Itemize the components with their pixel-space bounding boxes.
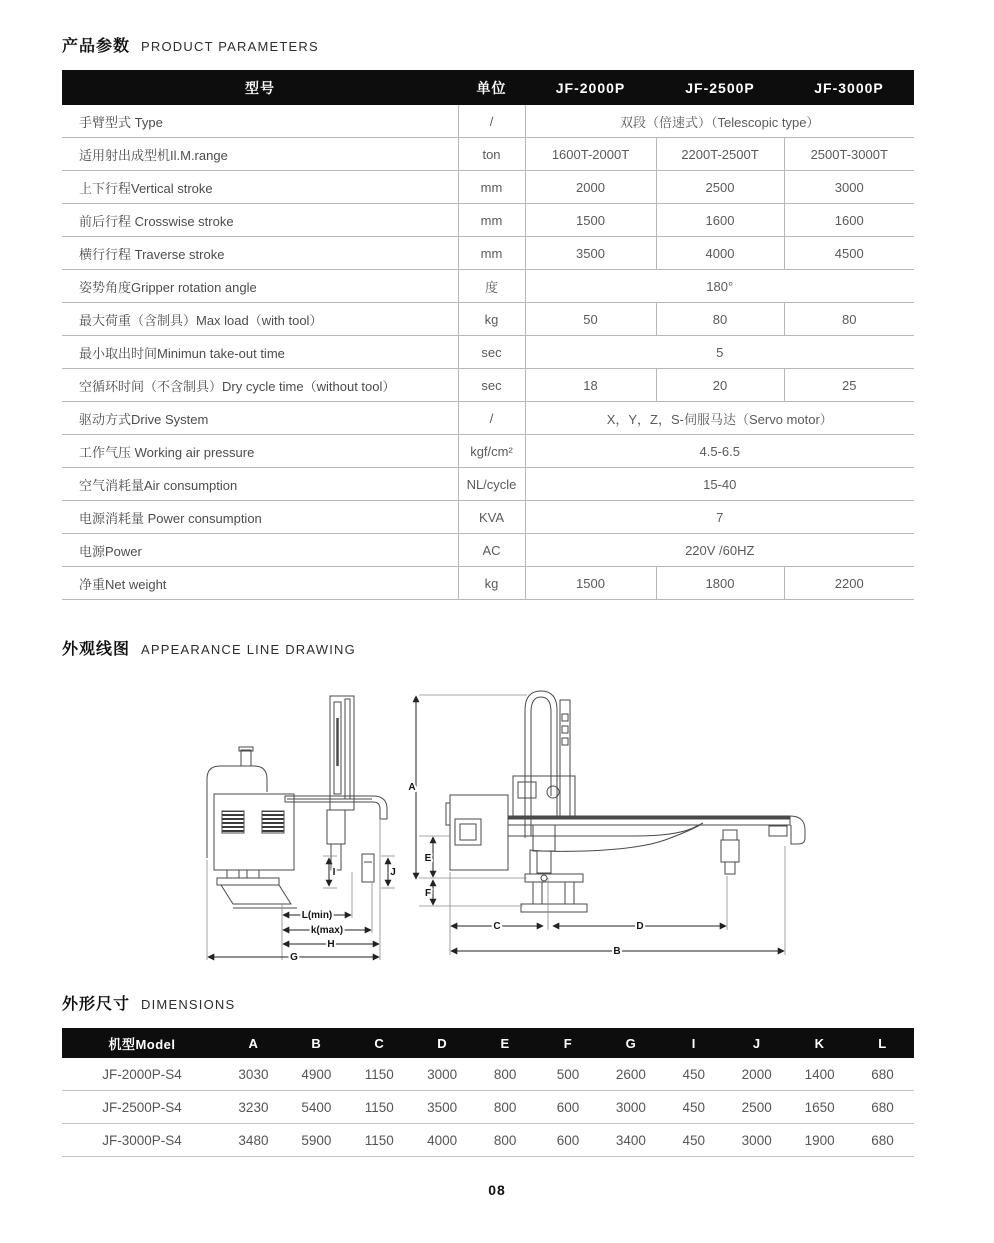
dims-value: 3000 xyxy=(725,1124,788,1157)
param-unit: mm xyxy=(458,171,525,204)
parameters-table xyxy=(62,70,914,600)
table-row xyxy=(62,336,914,369)
dims-value: 1150 xyxy=(348,1124,411,1157)
dims-value: 3000 xyxy=(599,1091,662,1124)
dim-label-lmin: L(min) xyxy=(301,910,333,921)
dimensions-title-zh: 外形尺寸 xyxy=(62,996,131,1013)
dims-value: 1150 xyxy=(348,1091,411,1124)
parameters-title-en: PRODUCT PARAMETERS xyxy=(141,39,319,54)
header-jf3000p: JF-3000P xyxy=(784,70,914,105)
param-unit: NL/cycle xyxy=(458,468,525,501)
param-value: 20 xyxy=(656,369,784,402)
table-row xyxy=(62,171,914,204)
dims-value: 3480 xyxy=(222,1124,285,1157)
dims-value: 600 xyxy=(537,1124,600,1157)
param-label: 上下行程Vertical stroke xyxy=(62,171,458,204)
param-value: 80 xyxy=(656,303,784,336)
param-label: 空气消耗量Air consumption xyxy=(62,468,458,501)
dims-value: 450 xyxy=(662,1058,725,1091)
param-label: 空循环时间（不含制具）Dry cycle time（without tool） xyxy=(62,369,458,402)
param-unit: / xyxy=(458,402,525,435)
page-number: 08 xyxy=(488,1182,506,1198)
parameters-title-zh: 产品参数 xyxy=(62,38,131,55)
dims-value: 800 xyxy=(474,1124,537,1157)
dims-value: 800 xyxy=(474,1058,537,1091)
dim-label-f: F xyxy=(424,888,432,899)
dims-value: 680 xyxy=(851,1124,914,1157)
header-jf2000p: JF-2000P xyxy=(525,70,656,105)
dim-label-kmax: k(max) xyxy=(310,925,344,936)
dims-header: D xyxy=(411,1028,474,1058)
dims-value: 800 xyxy=(474,1091,537,1124)
dims-header: J xyxy=(725,1028,788,1058)
dims-value: 4900 xyxy=(285,1058,348,1091)
dimensions-table xyxy=(62,1028,914,1157)
param-label: 横行行程 Traverse stroke xyxy=(62,237,458,270)
dims-value: 680 xyxy=(851,1091,914,1124)
param-value: 1600T-2000T xyxy=(525,138,656,171)
dims-header: K xyxy=(788,1028,851,1058)
table-row xyxy=(62,402,914,435)
param-value: 2000 xyxy=(525,171,656,204)
param-value-span: 双段（倍速式）（Telescopic type） xyxy=(525,105,914,138)
header-unit: 单位 xyxy=(458,70,525,105)
param-unit: 度 xyxy=(458,270,525,303)
side-view-machine xyxy=(207,696,387,908)
dims-header: L xyxy=(851,1028,914,1058)
param-label: 最小取出时间Minimun take-out time xyxy=(62,336,458,369)
param-value: 80 xyxy=(784,303,914,336)
param-value: 1500 xyxy=(525,204,656,237)
table-row xyxy=(62,369,914,402)
parameters-header-row xyxy=(62,70,914,105)
table-row xyxy=(62,534,914,567)
dim-label-b: B xyxy=(613,946,621,957)
param-value-span: 220V /60HZ xyxy=(525,534,914,567)
param-unit: / xyxy=(458,105,525,138)
param-label: 工作气压 Working air pressure xyxy=(62,435,458,468)
dims-header: C xyxy=(348,1028,411,1058)
table-row xyxy=(62,1124,914,1157)
dims-value: 5400 xyxy=(285,1091,348,1124)
param-value: 1600 xyxy=(656,204,784,237)
param-value: 1500 xyxy=(525,567,656,600)
param-value-span: X，Y，Z，S-伺服马达（Servo motor） xyxy=(525,402,914,435)
param-value-span: 15-40 xyxy=(525,468,914,501)
table-row xyxy=(62,237,914,270)
param-value: 1800 xyxy=(656,567,784,600)
dims-value: 3400 xyxy=(599,1124,662,1157)
param-label: 前后行程 Crosswise stroke xyxy=(62,204,458,237)
appearance-line-drawing xyxy=(75,678,835,1008)
dims-header: B xyxy=(285,1028,348,1058)
dims-value: 450 xyxy=(662,1091,725,1124)
header-model: 型号 xyxy=(62,70,458,105)
table-row xyxy=(62,1058,914,1091)
dims-value: 680 xyxy=(851,1058,914,1091)
dims-value: 500 xyxy=(537,1058,600,1091)
dim-label-i: I xyxy=(332,867,336,878)
param-label: 净重Net weight xyxy=(62,567,458,600)
dimensions-table-container xyxy=(62,1028,914,1157)
param-label: 驱动方式Drive System xyxy=(62,402,458,435)
dim-label-g: G xyxy=(290,952,298,963)
table-row xyxy=(62,435,914,468)
param-value: 18 xyxy=(525,369,656,402)
table-row xyxy=(62,204,914,237)
drawing-title-zh: 外观线图 xyxy=(62,641,131,658)
dims-value: 5900 xyxy=(285,1124,348,1157)
front-view-machine xyxy=(446,691,805,912)
dims-header: I xyxy=(662,1028,725,1058)
table-row xyxy=(62,501,914,534)
param-label: 手臂型式 Type xyxy=(62,105,458,138)
dim-label-d: D xyxy=(636,921,644,932)
dims-value: 3500 xyxy=(411,1091,474,1124)
dims-header: A xyxy=(222,1028,285,1058)
dims-header: 机型Model xyxy=(62,1028,222,1058)
dims-value: 3030 xyxy=(222,1058,285,1091)
dims-value: 600 xyxy=(537,1091,600,1124)
table-row xyxy=(62,105,914,138)
parameters-table-container xyxy=(62,70,914,600)
param-label: 适用射出成型机Il.M.range xyxy=(62,138,458,171)
dims-value: 1400 xyxy=(788,1058,851,1091)
drawing-title-en: APPEARANCE LINE DRAWING xyxy=(141,642,356,657)
param-unit: sec xyxy=(458,369,525,402)
param-value-span: 180° xyxy=(525,270,914,303)
param-value: 2500T-3000T xyxy=(784,138,914,171)
dim-label-h: H xyxy=(327,939,335,950)
table-row xyxy=(62,138,914,171)
param-label: 姿势角度Gripper rotation angle xyxy=(62,270,458,303)
param-unit: sec xyxy=(458,336,525,369)
param-value: 4500 xyxy=(784,237,914,270)
dims-value: 2000 xyxy=(725,1058,788,1091)
header-jf2500p: JF-2500P xyxy=(656,70,784,105)
dims-value: 2500 xyxy=(725,1091,788,1124)
param-unit: KVA xyxy=(458,501,525,534)
param-unit: mm xyxy=(458,237,525,270)
dims-value: 450 xyxy=(662,1124,725,1157)
dims-header: G xyxy=(599,1028,662,1058)
dimensions-title-en: DIMENSIONS xyxy=(141,997,236,1012)
dims-model: JF-2000P-S4 xyxy=(62,1058,222,1091)
param-value-span: 5 xyxy=(525,336,914,369)
dim-label-a: A xyxy=(408,782,416,793)
dims-value: 2600 xyxy=(599,1058,662,1091)
param-value: 3500 xyxy=(525,237,656,270)
dims-value: 3230 xyxy=(222,1091,285,1124)
dims-value: 1650 xyxy=(788,1091,851,1124)
param-value: 4000 xyxy=(656,237,784,270)
dim-label-e: E xyxy=(424,853,432,864)
dims-value: 3000 xyxy=(411,1058,474,1091)
dimensions-section-title xyxy=(62,991,235,1014)
param-unit: kgf/cm² xyxy=(458,435,525,468)
table-row xyxy=(62,468,914,501)
dims-header: F xyxy=(537,1028,600,1058)
dims-model: JF-2500P-S4 xyxy=(62,1091,222,1124)
dims-value: 1900 xyxy=(788,1124,851,1157)
table-row xyxy=(62,303,914,336)
param-value: 1600 xyxy=(784,204,914,237)
param-label: 电源消耗量 Power consumption xyxy=(62,501,458,534)
param-unit: mm xyxy=(458,204,525,237)
param-value: 50 xyxy=(525,303,656,336)
dims-value: 4000 xyxy=(411,1124,474,1157)
table-row xyxy=(62,270,914,303)
param-value: 2200T-2500T xyxy=(656,138,784,171)
param-value: 2200 xyxy=(784,567,914,600)
param-value-span: 4.5-6.5 xyxy=(525,435,914,468)
dim-label-c: C xyxy=(493,921,501,932)
param-unit: AC xyxy=(458,534,525,567)
param-label: 电源Power xyxy=(62,534,458,567)
param-unit: ton xyxy=(458,138,525,171)
table-row xyxy=(62,1091,914,1124)
dim-label-j: J xyxy=(390,867,396,878)
param-value-span: 7 xyxy=(525,501,914,534)
dims-header: E xyxy=(474,1028,537,1058)
param-value: 25 xyxy=(784,369,914,402)
drawing-section-title xyxy=(62,636,356,659)
dims-value: 1150 xyxy=(348,1058,411,1091)
parameters-section-title xyxy=(62,33,319,56)
table-row xyxy=(62,567,914,600)
param-label: 最大荷重（含制具）Max load（with tool） xyxy=(62,303,458,336)
param-unit: kg xyxy=(458,567,525,600)
param-value: 2500 xyxy=(656,171,784,204)
param-unit: kg xyxy=(458,303,525,336)
param-value: 3000 xyxy=(784,171,914,204)
dims-model: JF-3000P-S4 xyxy=(62,1124,222,1157)
dimensions-header-row xyxy=(62,1028,914,1058)
